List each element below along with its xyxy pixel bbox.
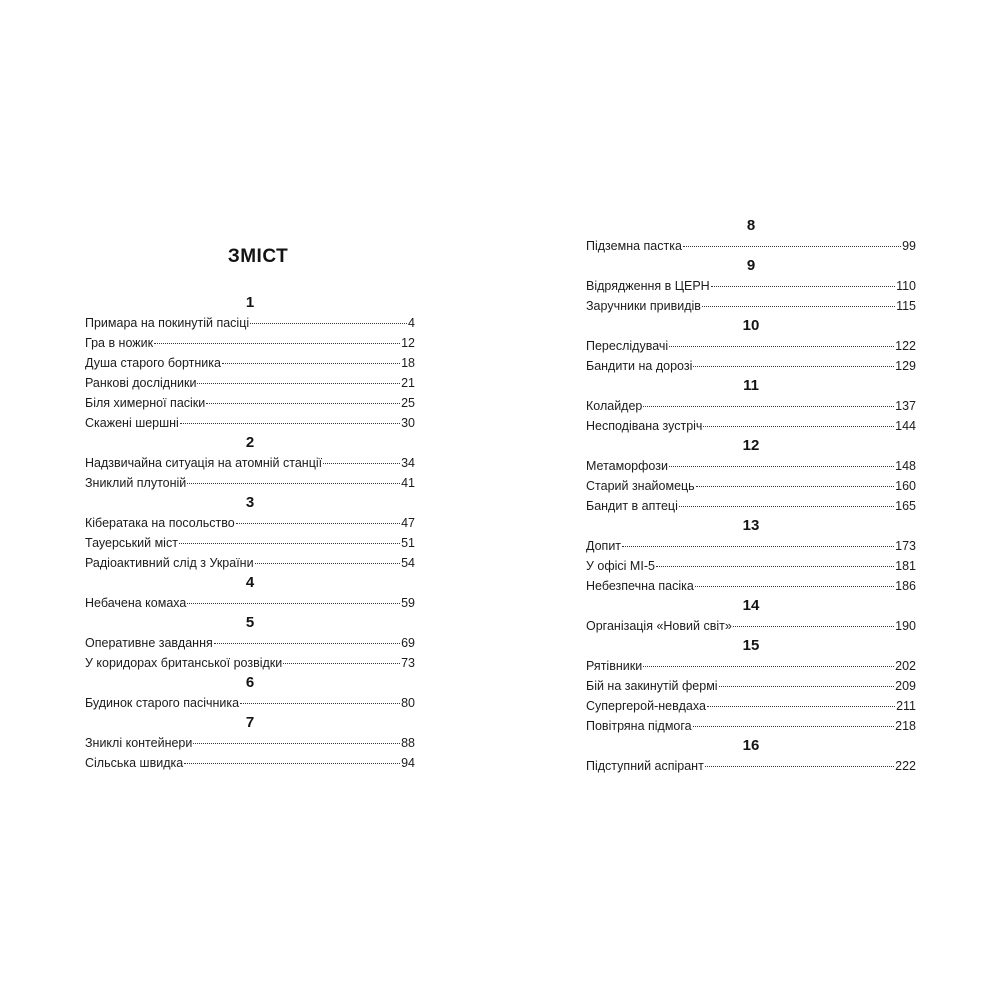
toc-entry-title: Біля химерної пасіки [85,396,206,410]
toc-entry-page: 18 [401,356,415,370]
chapter-number: 3 [245,494,255,511]
toc-entry-title: Душа старого бортника [85,356,221,370]
toc-entry [586,496,916,516]
dot-leader [323,463,400,464]
toc-entry [586,616,916,636]
toc-entry-title: Будинок старого пасічника [85,696,240,710]
toc-right-column [586,216,916,776]
toc-entry-title: Гра в ножик [85,336,154,350]
toc-entry-page: 222 [895,759,916,773]
dot-leader [693,726,895,727]
toc-left-column [85,293,415,773]
toc-entry-page: 110 [896,279,916,293]
toc-entry-title: Бій на закинутій фермі [586,679,718,693]
toc-entry-title: Ранкові дослідники [85,376,197,390]
toc-entry-title: У коридорах британської розвідки [85,656,283,670]
toc-entry-page: 69 [401,636,415,650]
dot-leader [707,706,895,707]
toc-entry-page: 34 [401,456,415,470]
chapter-number: 13 [742,517,760,534]
toc-entry-page: 144 [895,419,916,433]
chapter-number: 2 [245,434,255,451]
toc-entry-title: Кібератака на посольство [85,516,235,530]
dot-leader [679,506,894,507]
toc-entry-title: Бандити на дорозі [586,359,693,373]
dot-leader [702,306,895,307]
chapter-number: 10 [742,317,760,334]
dot-leader [695,586,894,587]
toc-entry [586,656,916,676]
toc-entry-title: Небезпечна пасіка [586,579,694,593]
dot-leader [193,743,400,744]
toc-entry [586,536,916,556]
toc-entry-title: Зниклі контейнери [85,736,193,750]
toc-entry [85,473,415,493]
toc-entry [586,756,916,776]
dot-leader [250,323,407,324]
toc-entry [586,556,916,576]
toc-entry-title: Підступний аспірант [586,759,704,773]
toc-entry [85,533,415,553]
chapter-number: 1 [245,294,255,311]
toc-entry [85,653,415,673]
toc-entry-page: 218 [895,719,916,733]
toc-entry [85,753,415,773]
dot-leader [180,423,400,424]
toc-entry-page: 211 [896,699,916,713]
toc-entry-page: 173 [895,539,916,553]
toc-entry [85,393,415,413]
toc-entry-page: 137 [895,399,916,413]
toc-entry [586,476,916,496]
toc-entry-title: Скажені шершні [85,416,179,430]
chapter-number: 6 [245,674,255,691]
dot-leader [187,603,400,604]
toc-entry-page: 88 [401,736,415,750]
toc-entry-title: Небачена комаха [85,596,187,610]
toc-entry-page: 165 [895,499,916,513]
toc-entry-page: 181 [895,559,916,573]
dot-leader [179,543,400,544]
toc-entry-title: Підземна пастка [586,239,682,253]
toc-entry [85,353,415,373]
chapter-number: 16 [742,737,760,754]
toc-entry [586,336,916,356]
toc-entry [85,413,415,433]
toc-entry-title: Переслідувачі [586,339,669,353]
toc-entry-title: Примара на покинутій пасіці [85,316,250,330]
toc-entry [586,396,916,416]
toc-entry [85,333,415,353]
dot-leader [669,346,894,347]
toc-entry-title: Колайдер [586,399,643,413]
toc-entry-page: 59 [401,596,415,610]
toc-entry-page: 160 [895,479,916,493]
chapter-number: 5 [245,614,255,631]
toc-entry-title: Сільська швидка [85,756,184,770]
toc-entry [85,453,415,473]
dot-leader [705,766,894,767]
dot-leader [683,246,901,247]
toc-entry-page: 54 [401,556,415,570]
dot-leader [187,483,400,484]
chapter-number: 7 [245,714,255,731]
toc-entry-title: Бандит в аптеці [586,499,678,513]
toc-entry [85,513,415,533]
toc-entry-page: 51 [401,536,415,550]
toc-entry-title: Заручники привидів [586,299,701,313]
dot-leader [703,426,894,427]
toc-entry-page: 99 [902,239,916,253]
toc-entry [85,733,415,753]
dot-leader [214,643,400,644]
toc-entry-page: 4 [408,316,415,330]
chapter-number: 14 [742,597,760,614]
toc-entry-page: 30 [401,416,415,430]
toc-entry-title: Тауерський міст [85,536,178,550]
toc-entry-page: 47 [401,516,415,530]
toc-entry-title: У офісі МІ-5 [586,559,655,573]
dot-leader [643,406,894,407]
chapter-number: 11 [743,377,759,394]
dot-leader [693,366,894,367]
dot-leader [711,286,895,287]
dot-leader [206,403,400,404]
toc-entry [85,593,415,613]
toc-entry-title: Супергерой-невдаха [586,699,706,713]
dot-leader [154,343,400,344]
dot-leader [696,486,894,487]
toc-entry-page: 202 [895,659,916,673]
toc-entry [586,236,916,256]
toc-entry-title: Радіоактивний слід з України [85,556,254,570]
toc-entry-page: 80 [401,696,415,710]
toc-entry-title: Рятівники [586,659,643,673]
toc-entry [586,296,916,316]
chapter-number: 8 [746,217,756,234]
dot-leader [255,563,401,564]
toc-entry [586,696,916,716]
toc-entry-page: 148 [895,459,916,473]
toc-entry-page: 186 [895,579,916,593]
toc-entry-title: Зниклий плутоній [85,476,187,490]
toc-entry-title: Організація «Новий світ» [586,619,732,633]
dot-leader [197,383,400,384]
toc-entry [586,356,916,376]
chapter-number: 15 [742,637,760,654]
dot-leader [733,626,894,627]
toc-entry-page: 190 [895,619,916,633]
toc-entry-title: Несподівана зустріч [586,419,703,433]
toc-entry-title: Метаморфози [586,459,668,473]
toc-entry-page: 115 [896,299,916,313]
toc-entry-page: 73 [401,656,415,670]
toc-entry-page: 12 [401,336,415,350]
toc-entry-page: 21 [401,376,415,390]
toc-entry [85,633,415,653]
chapter-number: 9 [746,257,756,274]
dot-leader [184,763,400,764]
page-title: ЗМІСТ [227,246,289,267]
dot-leader [643,666,894,667]
toc-entry [586,456,916,476]
toc-entry-title: Повітряна підмога [586,719,692,733]
toc-entry-page: 94 [401,756,415,770]
toc-entry-page: 129 [895,359,916,373]
dot-leader [719,686,895,687]
toc-entry [586,576,916,596]
toc-entry [85,373,415,393]
toc-entry [586,676,916,696]
toc-entry [85,693,415,713]
toc-entry [85,553,415,573]
toc-entry-page: 122 [895,339,916,353]
toc-entry-title: Оперативне завдання [85,636,213,650]
toc-entry [85,313,415,333]
toc-entry-page: 209 [895,679,916,693]
toc-entry-page: 25 [401,396,415,410]
dot-leader [240,703,400,704]
toc-entry-title: Відрядження в ЦЕРН [586,279,710,293]
toc-entry [586,276,916,296]
dot-leader [283,663,400,664]
chapter-number: 4 [245,574,255,591]
dot-leader [222,363,400,364]
chapter-number: 12 [742,437,760,454]
dot-leader [656,566,894,567]
dot-leader [669,466,894,467]
toc-entry-page: 41 [401,476,415,490]
toc-entry [586,416,916,436]
toc-entry-title: Допит [586,539,622,553]
toc-entry-title: Старий знайомець [586,479,695,493]
dot-leader [622,546,894,547]
dot-leader [236,523,400,524]
toc-entry-title: Надзвичайна ситуація на атомній станції [85,456,323,470]
toc-entry [586,716,916,736]
